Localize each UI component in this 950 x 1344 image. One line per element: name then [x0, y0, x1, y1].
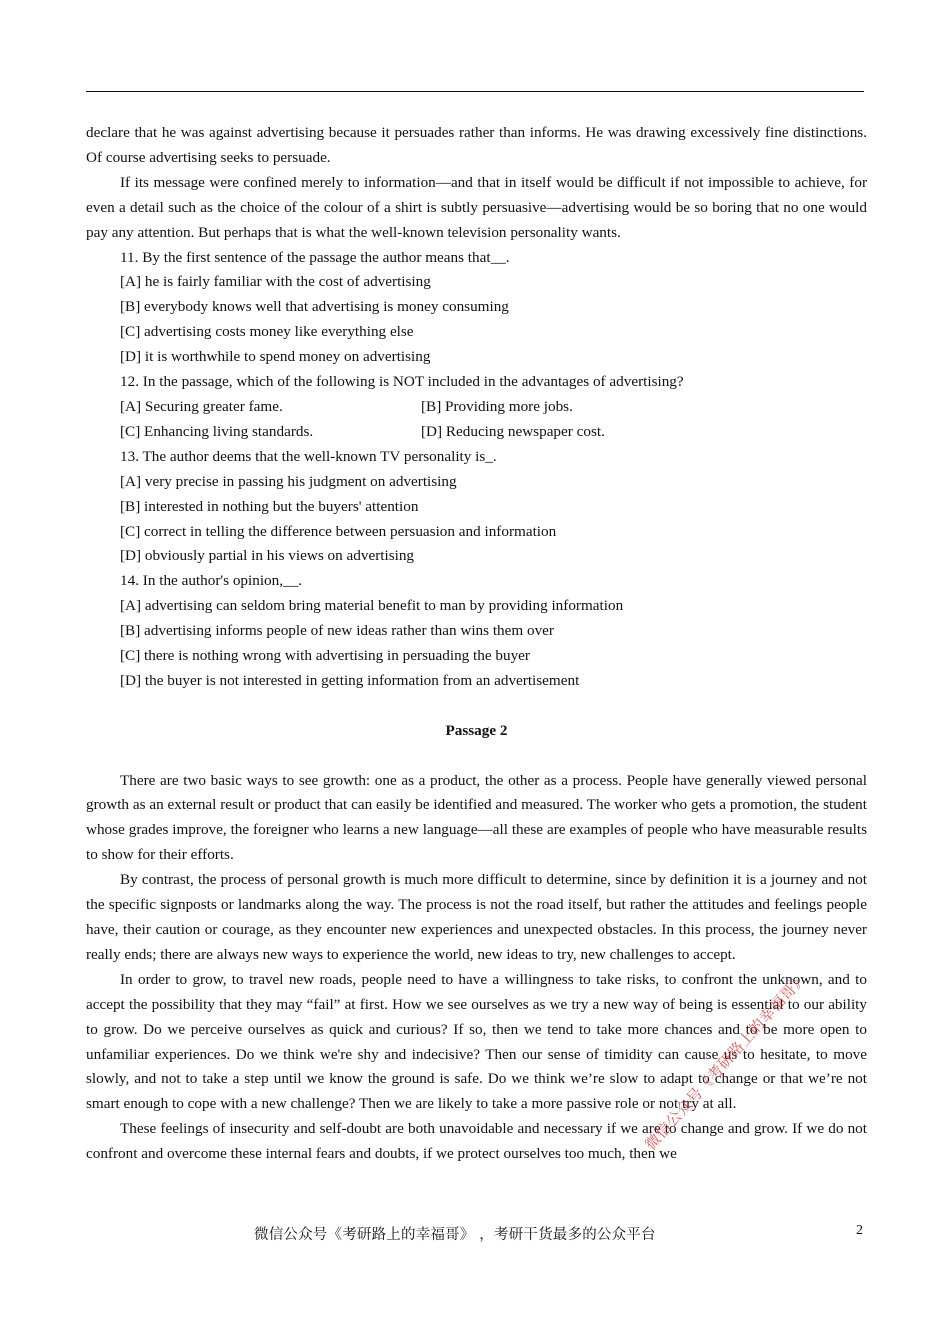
option: [B] advertising informs people of new ideas rather than wins them over	[120, 622, 554, 640]
option: [A] Securing greater fame.	[120, 397, 283, 415]
option-row	[120, 420, 867, 445]
header-rule	[86, 91, 864, 92]
option: [D] Reducing newspaper cost.	[421, 422, 605, 440]
paragraph: If its message were confined merely to information—and that in itself would be difficult if not impossible to achieve, for even a detail such as the choice of the colour of a shirt is subtly persuasive—advertising would be so boring that no one would pay any attention. But perhaps that is what the well-known television personality wants.	[86, 173, 867, 241]
footer-text: 微信公众号《考研路上的幸福哥》 ，考研干货最多的公众平台	[254, 1227, 656, 1243]
question-11	[86, 246, 867, 371]
question-12	[86, 370, 867, 445]
option-row	[120, 395, 867, 420]
page-number: 2	[856, 1223, 863, 1238]
question-14	[86, 569, 867, 694]
option: [D] the buyer is not interested in getting information from an advertisement	[120, 671, 580, 689]
page-footer	[0, 1220, 950, 1244]
option: [C] advertising costs money like everything else	[120, 323, 414, 341]
option: [C] correct in telling the difference between persuasion and information	[120, 522, 557, 540]
option: [A] very precise in passing his judgment on advertising	[120, 472, 457, 490]
passage-title: Passage 2	[445, 721, 508, 739]
question-stem: 14. In the author's opinion,__.	[120, 572, 303, 590]
option: [B] everybody knows well that advertising is money consuming	[120, 298, 509, 316]
paragraph: These feelings of insecurity and self-doubt are both unavoidable and necessary if we are to change and grow. If we do not confront and overcome these internal fears and doubts, if we protect ourselves too much, then we	[86, 1120, 867, 1163]
paragraph: In order to grow, to travel new roads, people need to have a willingness to take risks, to confront the unknown, and to accept the possibility that they may “fail” at first. How we see ourselves as we try a new way of being is essential to our ability to grow. Do we perceive ourselves as quick and curious? If so, then we tend to take more chances and to be more open to unfamiliar experiences. Do we think we're shy and indecisive? Then our sense of timidity can cause us to hesitate, to move slowly, and not to take a step until we know the ground is safe. Do we think we’re slow to adapt to change or that we’re not smart enough to cope with a new challenge? Then we are likely to take a more passive role or not try at all.	[86, 970, 867, 1113]
page-content	[86, 121, 867, 1167]
paragraph: There are two basic ways to see growth: one as a product, the other as a process. People have generally viewed personal growth as an external result or product that can easily be identified and measured. The worker who gets a promotion, the student whose grades improve, the foreigner who learns a new language—all these are examples of people who have measurable results to show for their efforts.	[86, 771, 867, 864]
option: [A] he is fairly familiar with the cost of advertising	[120, 273, 431, 291]
question-13	[86, 445, 867, 570]
option: [C] Enhancing living standards.	[120, 422, 314, 440]
watermark-stamp: 微信公众号《考研路上的幸福哥》	[641, 968, 811, 1154]
option: [B] Providing more jobs.	[421, 397, 573, 415]
question-stem: 12. In the passage, which of the following is NOT included in the advantages of advertising?	[120, 373, 684, 391]
option: [D] obviously partial in his views on advertising	[120, 547, 415, 565]
paragraph: declare that he was against advertising because it persuades rather than informs. He was drawing excessively fine distinctions. Of course advertising seeks to persuade.	[86, 124, 867, 166]
option: [A] advertising can seldom bring material benefit to man by providing information	[120, 597, 624, 615]
option: [C] there is nothing wrong with advertising in persuading the buyer	[120, 647, 530, 665]
question-stem: 13. The author deems that the well-known TV personality is_.	[120, 447, 497, 465]
paragraph: By contrast, the process of personal growth is much more difficult to determine, since by definition it is a journey and not the specific signposts or landmarks along the way. The process is not the road itself, but rather the attitudes and feelings people have, their caution or courage, as they encounter new experiences and unexpected obstacles. In this process, the journey never really ends; there are always new ways to experience the world, new ideas to try, new challenges to accept.	[86, 871, 867, 963]
option: [D] it is worthwhile to spend money on advertising	[120, 348, 431, 366]
option: [B] interested in nothing but the buyers' attention	[120, 497, 419, 515]
question-stem: 11. By the first sentence of the passage the author means that__.	[120, 248, 510, 266]
